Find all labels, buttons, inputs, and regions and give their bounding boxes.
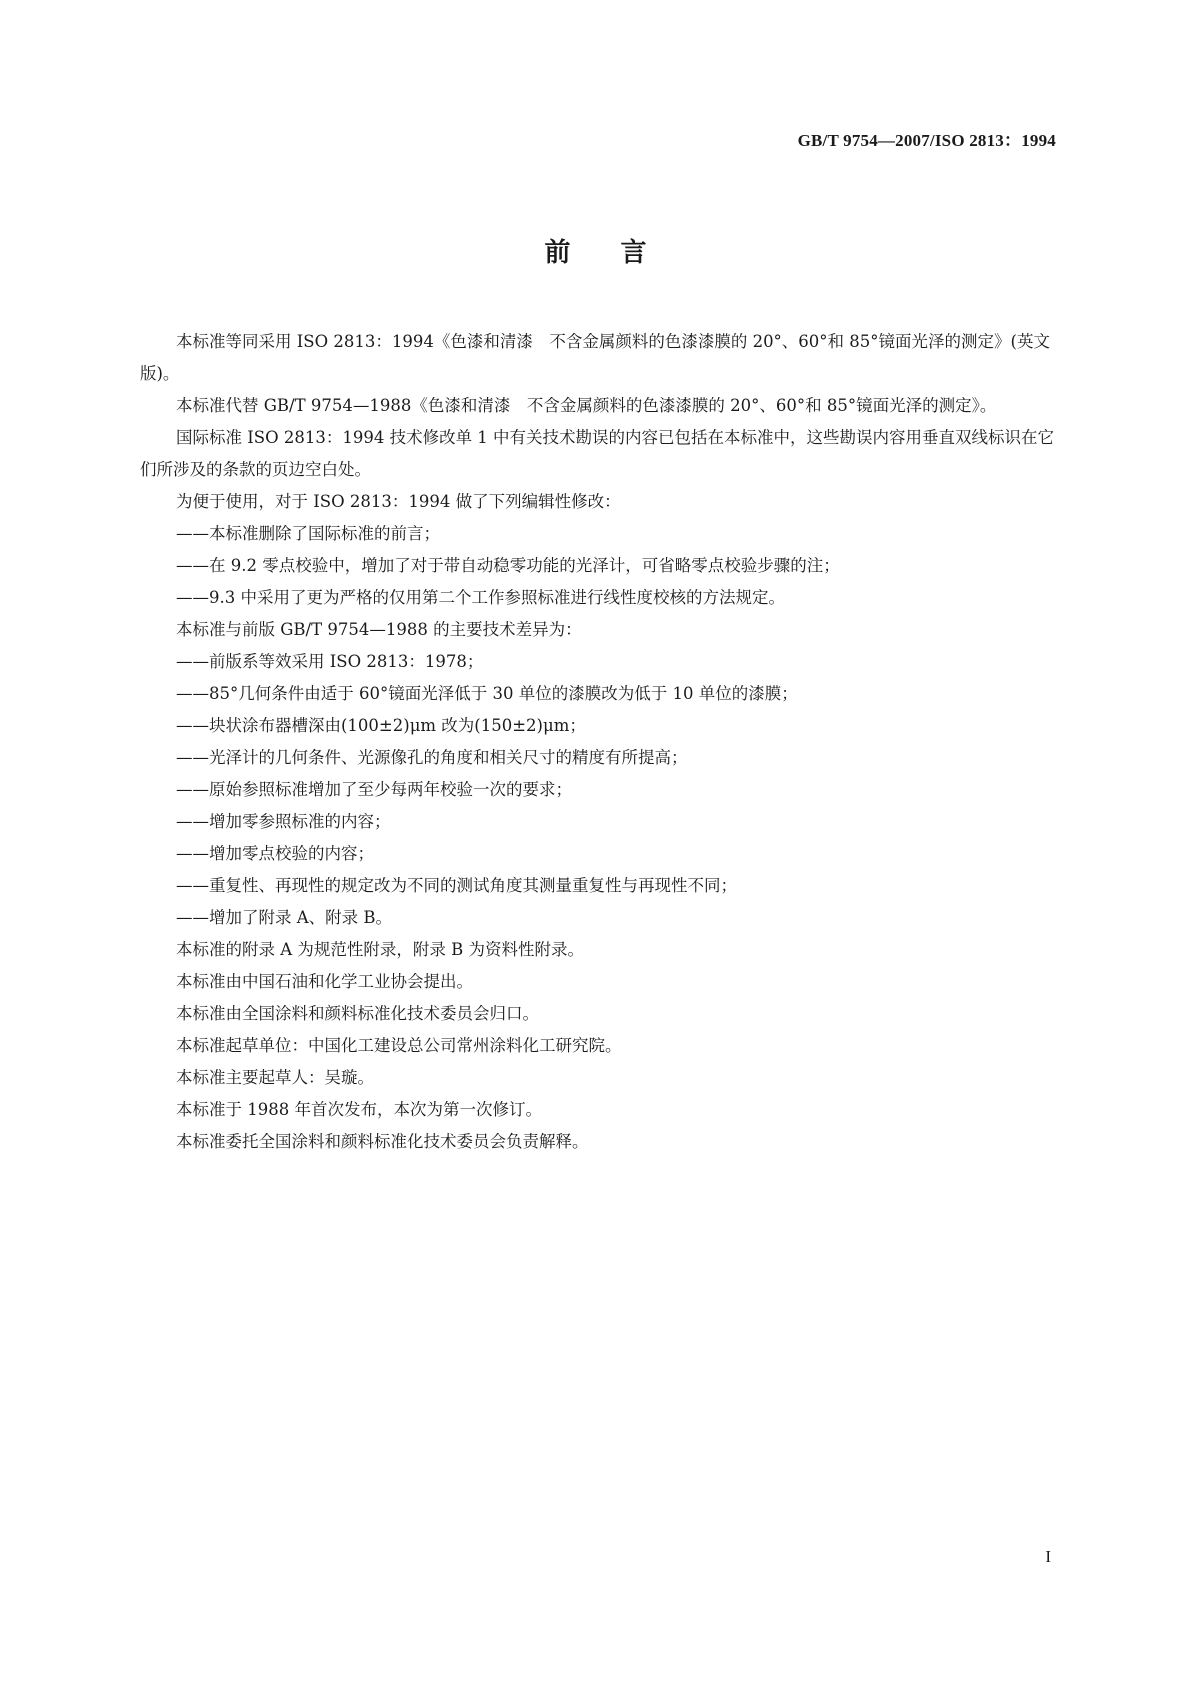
paragraph: 本标准等同采用 ISO 2813：1994《色漆和清漆 不含金属颜料的色漆漆膜的 20°、60°和 85°镜面光泽的测定》(英文版)。 — [140, 332, 1050, 383]
standard-code: GB/T 9754—2007/ISO 2813：1994 — [797, 131, 1056, 150]
list-item: ——重复性、再现性的规定改为不同的测试角度其测量重复性与再现性不同； — [176, 876, 737, 895]
document-body — [140, 326, 1065, 1158]
list-item: ——光泽计的几何条件、光源像孔的角度和相关尺寸的精度有所提高； — [176, 748, 688, 767]
paragraph: 本标准起草单位：中国化工建设总公司常州涂料化工研究院。 — [176, 1036, 622, 1055]
paragraph: 本标准由中国石油和化学工业协会提出。 — [176, 972, 473, 991]
page-title: 前言 — [544, 238, 697, 268]
list-item: ——增加零参照标准的内容； — [176, 812, 391, 831]
paragraph: 本标准代替 GB/T 9754—1988《色漆和清漆 不含金属颜料的色漆漆膜的 20°、60°和 85°镜面光泽的测定》。 — [176, 396, 997, 415]
list-item: ——增加零点校验的内容； — [176, 844, 374, 863]
paragraph: 本标准于 1988 年首次发布，本次为第一次修订。 — [176, 1100, 542, 1119]
list-item: ——本标准删除了国际标准的前言； — [176, 524, 440, 543]
list-item: ——9.3 中采用了更为严格的仅用第二个工作参照标准进行线性度校核的方法规定。 — [176, 588, 785, 607]
paragraph: 本标准与前版 GB/T 9754—1988 的主要技术差异为： — [176, 620, 582, 639]
list-item: ——前版系等效采用 ISO 2813：1978； — [176, 652, 484, 671]
list-item: ——85°几何条件由适于 60°镜面光泽低于 30 单位的漆膜改为低于 10 单位的漆膜； — [176, 684, 798, 703]
paragraph: 本标准委托全国涂料和颜料标准化技术委员会负责解释。 — [176, 1132, 589, 1151]
page-number: I — [1045, 1547, 1051, 1566]
list-item: ——原始参照标准增加了至少每两年校验一次的要求； — [176, 780, 572, 799]
paragraph: 国际标准 ISO 2813：1994 技术修改单 1 中有关技术勘误的内容已包括在本标准中，这些勘误内容用垂直双线标识在它们所涉及的条款的页边空白处。 — [140, 428, 1055, 479]
paragraph: 本标准主要起草人：吴璇。 — [176, 1068, 374, 1087]
list-item: ——增加了附录 A、附录 B。 — [176, 908, 393, 927]
paragraph: 为便于使用，对于 ISO 2813：1994 做了下列编辑性修改： — [176, 492, 621, 511]
list-item: ——块状涂布器槽深由(100±2)μm 改为(150±2)μm； — [176, 716, 586, 735]
paragraph: 本标准由全国涂料和颜料标准化技术委员会归口。 — [176, 1004, 539, 1023]
paragraph: 本标准的附录 A 为规范性附录，附录 B 为资料性附录。 — [176, 940, 585, 959]
list-item: ——在 9.2 零点校验中，增加了对于带自动稳零功能的光泽计，可省略零点校验步骤的注； — [176, 556, 840, 575]
